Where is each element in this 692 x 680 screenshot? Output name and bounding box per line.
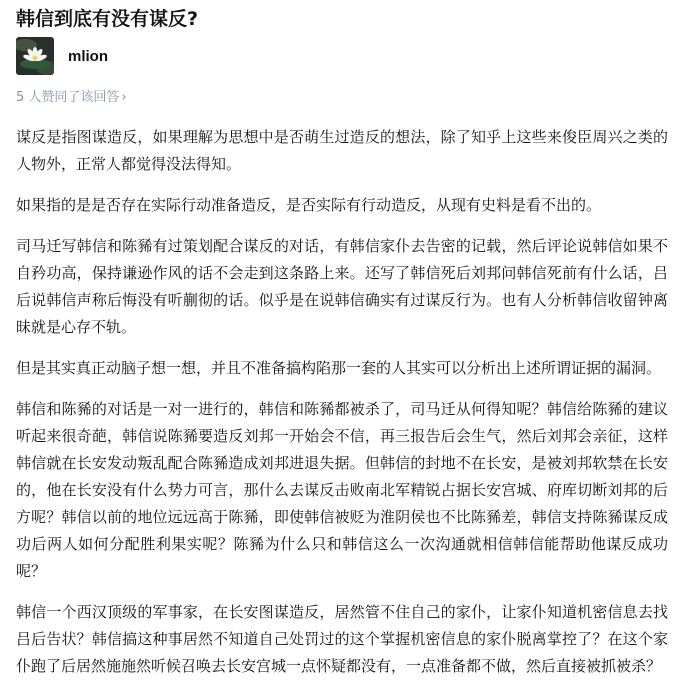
answer-paragraph: 如果指的是是否存在实际行动准备造反，是否实际有行动造反，从现有史料是看不出的。	[16, 196, 602, 214]
answer-paragraph: 但是其实真正动脑子想一想，并且不准备搞构陷那一套的人其实可以分析出上述所谓证据的漏洞。	[16, 359, 662, 377]
author-name[interactable]: mlion	[68, 47, 108, 65]
answer-paragraph: 谋反是指图谋造反，如果理解为思想中是否萌生过造反的想法，除了知乎上这些来俊臣周兴之类的人物外，正常人都觉得没法得知。	[16, 128, 668, 173]
answer-paragraph: 韩信和陈豨的对话是一对一进行的，韩信和陈豨都被杀了，司马迁从何得知呢？韩信给陈豨的建议听起来很奇葩，韩信说陈豨要造反刘邦一开始会不信，再三报告后会生气，然后刘邦会亲征，这样韩信就在长安发动叛乱配合陈豨造成刘邦进退失据。但韩信的封地不在长安，是被刘邦软禁在长安的，他在长安没有什么势力可言，那什么去谋反击败南北军精锐占据长安宫城、府库切断刘邦的后方呢？韩信以前的地位远远高于陈豨，即使韩信被贬为淮阴侯也不比陈豨差，韩信支持陈豨谋反成功后两人如何分配胜利果实呢？陈豨为什么只和韩信这么一次沟通就相信韩信能帮助他谋反成功呢？	[16, 400, 668, 580]
voters-summary[interactable]	[16, 88, 127, 108]
voters-text: 5 人赞同了该回答	[16, 90, 120, 105]
answer-content	[16, 124, 668, 680]
avatar-water-lily-icon	[16, 37, 54, 75]
answer-paragraph: 韩信一个西汉顶级的军事家，在长安图谋造反，居然管不住自己的家仆，让家仆知道机密信息去找吕后告状？韩信搞这种事居然不知道自己处罚过的这个掌握机密信息的家仆脱离掌控了？在这个家仆跑了后居然施施然听候召唤去长安宫城一点怀疑都没有，一点准备都不做，然后直接被抓被杀？	[16, 603, 668, 675]
avatar[interactable]	[16, 37, 54, 75]
author-info	[16, 37, 108, 75]
chevron-right-icon: ›	[121, 90, 127, 105]
question-title[interactable]: 韩信到底有没有谋反?	[16, 8, 199, 30]
answer-paragraph: 司马迁写韩信和陈豨有过策划配合谋反的对话，有韩信家仆去告密的记载，然后评论说韩信如果不自矜功高，保持谦逊作风的话不会走到这条路上来。还写了韩信死后刘邦问韩信死前有什么话，吕后说韩信声称后悔没有听蒯彻的话。似乎是在说韩信确实有过谋反行为。也有人分析韩信收留钟离昧就是心存不轨。	[16, 237, 668, 336]
